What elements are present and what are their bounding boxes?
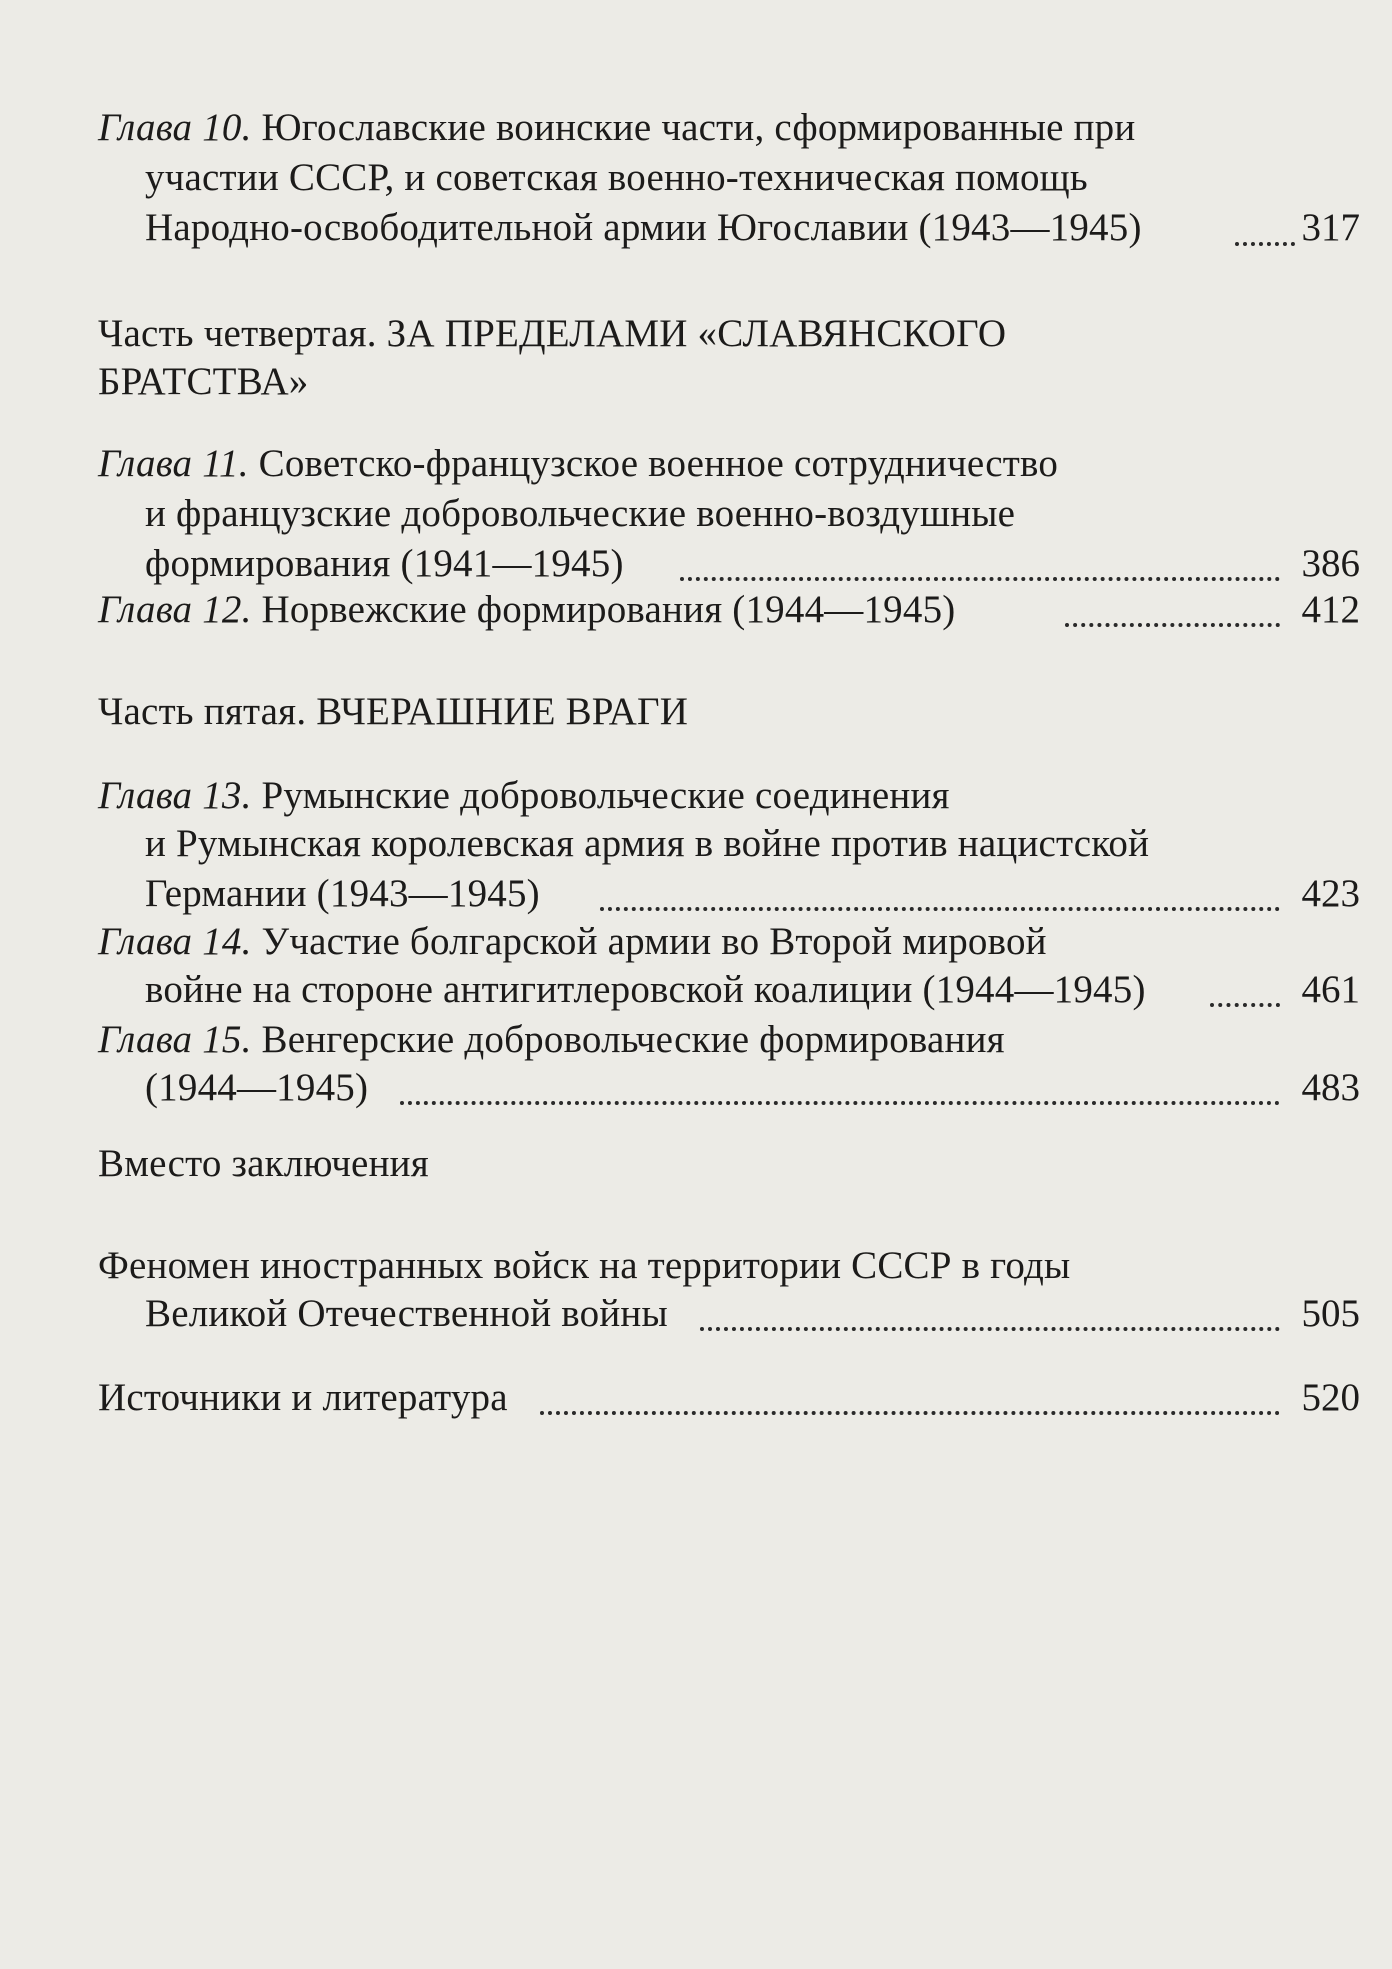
chapter-title-line: Народно-освободительной армии Югославии (1943—1945) xyxy=(145,206,1142,249)
entry-title-line: Вместо заключения xyxy=(98,1142,429,1185)
chapter-label: Глава 15. xyxy=(98,1018,252,1061)
part-heading-line: Часть четвертая. ЗА ПРЕДЕЛАМИ «СЛАВЯНСКОГО xyxy=(98,312,1007,355)
chapter-label: Глава 12. xyxy=(98,588,252,631)
dot-leader xyxy=(700,1297,1280,1331)
chapter-label: Глава 11. xyxy=(98,442,249,485)
chapter-title-line: Венгерские добровольческие формирования xyxy=(261,1018,1005,1061)
chapter-title-line: и французские добровольческие военно-воздушные xyxy=(145,492,1016,535)
chapter-title-line: Норвежские формирования (1944—1945) xyxy=(261,588,956,631)
dot-leader xyxy=(540,1381,1280,1415)
part-heading-line: Часть пятая. ВЧЕРАШНИЕ ВРАГИ xyxy=(98,690,689,733)
chapter-title-line: Югославские воинские части, сформированные при xyxy=(261,106,1136,149)
dot-leader xyxy=(400,1071,1280,1105)
chapter-title-line: Участие болгарской армии во Второй мировой xyxy=(261,920,1047,963)
page-number: 386 xyxy=(1301,542,1360,585)
page-number: 520 xyxy=(1301,1376,1360,1419)
chapter-title-line: и Румынская королевская армия в войне против нацистской xyxy=(145,822,1150,865)
chapter-label: Глава 14. xyxy=(98,920,252,963)
page-number: 423 xyxy=(1301,872,1360,915)
chapter-title-line: формирования (1941—1945) xyxy=(145,542,624,585)
chapter-title-line: Румынские добровольческие соединения xyxy=(261,774,950,817)
part-heading-line: БРАТСТВА» xyxy=(98,360,309,403)
chapter-title-line: участии СССР, и советская военно-техническая помощь xyxy=(145,156,1088,199)
dot-leader xyxy=(680,547,1280,581)
page-number: 483 xyxy=(1301,1066,1360,1109)
page-number: 412 xyxy=(1301,588,1360,631)
dot-leader xyxy=(600,877,1280,911)
page-number: 461 xyxy=(1301,968,1360,1011)
chapter-label: Глава 13. xyxy=(98,774,252,817)
entry-title-line: Великой Отечественной войны xyxy=(145,1292,668,1335)
chapter-title-line: Советско-французское военное сотрудничество xyxy=(258,442,1059,485)
chapter-title-line: войне на стороне антигитлеровской коалиции (1944—1945) xyxy=(145,968,1146,1011)
entry-title-line: Источники и литература xyxy=(98,1376,508,1419)
entry-title-line: Феномен иностранных войск на территории СССР в годы xyxy=(98,1244,1071,1287)
page-number: 317 xyxy=(1301,206,1360,249)
page-number: 505 xyxy=(1301,1292,1360,1335)
chapter-title-line: Германии (1943—1945) xyxy=(145,872,540,915)
chapter-title-line: (1944—1945) xyxy=(145,1066,369,1109)
chapter-label: Глава 10. xyxy=(98,106,252,149)
